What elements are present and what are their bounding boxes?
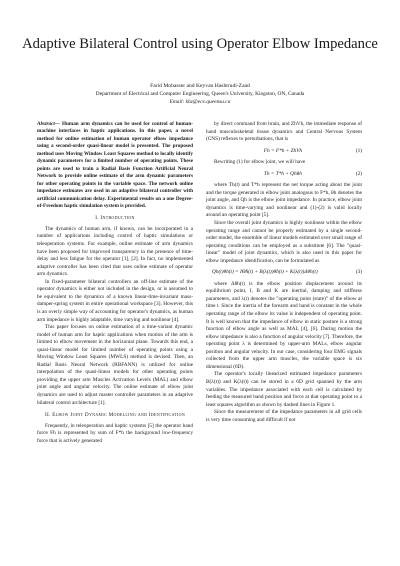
- section-heading-introduction: I. Introduction: [95, 215, 135, 222]
- right-column: [206, 121, 362, 424]
- equation-3: [206, 269, 362, 277]
- equation-2: [206, 171, 362, 179]
- body-paragraph: where Δθh(t) is the elbow position displacement around its equilibrium point, I, B and K are inertial, damping and stiffness parameters, and λ(t) denotes the "operating point (state)" of the elbow at time t. Since the inertia of the forearm and hand is constant in the whole operating range of the elbow its value is independent of operating point. It is well known that the impedance of elbow in static posture is a strong function of elbow angle as well as MAL [4], [6]. During motion the elbow impedance is also a function of angular velocity [7]. Therefore, the operating point λ is determined by upper-arm MALs, elbow angular position and angular velocity. In our case, considering four EMG signals collected from the upper arm muscles, the variable space is six dimensional (6D).: [206, 280, 362, 370]
- intro-paragraph: The dynamics of human arm, if known, can be incorporated in a number of applications including control of haptic simulations or teleoperation systems. For example, online estimate of arm dynamics have been proposed for improved transparency in the presence of time-delay and less fatigue for the operator [1], [2]. In fact, no implemented adaptive controller has been cited that uses online estimate of operator arm dynamics.: [37, 225, 193, 278]
- abstract: [37, 121, 193, 210]
- intro-paragraph: In fixed-parameter bilateral controllers an off-line estimate of the operator dynamics is either not included in the design, or is assumed to be equivalent to the dynamics of a known linear-time-invariant mass-damper-spring system in entire operational workspace [3]. However, this is an overly simple way of accounting for operator's dynamics, as human arm impedance is highly adaptable, time varying and nonlinear [4].: [37, 278, 193, 323]
- body-paragraph: by direct command from brain, and ZhVh, the immediate response of hand musculoskeletal tissue dynamics and Central Nervous System (CNS) reflexes to perturbations, that is: [206, 121, 362, 143]
- equation-expression: Th = T*h + Qhθh: [263, 170, 302, 177]
- equation-expression: Qh(t)θh(t) = IΘ̈h(t) + B(λ(t))θ̇h(t) + K(λ(t))Δθh(t): [212, 269, 318, 276]
- intro-paragraph: This paper focuses on online estimation of a time-variant dynamic model of human arm for haptic applications when motion of the arm is limited to elbow movement in the horizontal plane. Towards this end, a quasi-linear model for limited number of operating points using a Moving Window Least Squares (MWLS) method is devised. Then, an Radial Basis Neural Network (RBFANN) is utilized for online interpolation of the quasi-linear models for other operating points providing the upper arm Muscles Activation Levels (MAL) and elbow joint angle and angular velocity. The online estimate of elbow joint dynamics are used to adjust master controller parameters in an adaptive bilateral control architecture [1].: [37, 324, 193, 406]
- equation-number: (3): [355, 269, 362, 276]
- equation-number: (2): [355, 170, 362, 177]
- paper-affiliation: Department of Electrical and Computer Engineering, Queen's University, Kingston, ON, Canada: [95, 91, 305, 97]
- section2-paragraph: Frequently, in teleoperation and haptic systems [5] the operator hand force Fh is represented by sum of F*h the background low-frequency force that is actively generated: [37, 422, 193, 444]
- body-paragraph: The operator's locally linearized estimated impedance parameters B(λ(t)) and K(λ(t)) can be stored in a 6D grid spanned by the arm variables. The impedance associated with each cell is calculated by feeding the measured hand position and force at that operating point to a least squares algorithm as shown by dashed lines in Figure 1.: [206, 371, 362, 408]
- abstract-lead: Abstract: [37, 121, 55, 127]
- equation-number: (1): [355, 147, 362, 154]
- body-paragraph: Since the measurement of the impedance parameters in all grid cells is very time consuming and difficult if not: [206, 409, 362, 423]
- left-column: [37, 121, 193, 445]
- equation-1: [206, 148, 362, 156]
- section-heading-modelling: II. Elbow Joint Dynamic Modelling and Identification: [44, 412, 186, 419]
- body-paragraph: where Th(t) and T*h represent the net torque acting about the joint and the torque generated in elbow joint analogous to F*h, θh denotes the joint angle, and Qh is the elbow joint impedance. In practice, elbow joint dynamics is time-varying and nonlinear and (1)-(2) is valid locally around an operating point [5].: [206, 182, 362, 219]
- abstract-text: — Human arm dynamics can be used for control of human-machine interfaces in haptic applications. In this paper, a novel method for online estimation of human operator elbow impedance using a second-order quasi-linear model is presented. The proposed method uses Moving Window Least Squares method to locally identify dynamic parameters for a limited number of operating points. These points are used to train a Radial Basis Function Artificial Neural Network to provide online estimate of the arm dynamic parameters for other operating points in the variable space. The network online impedance estimates are used in an adaptive bilateral controller with artificial communication delay. Experimental results on a one Degree-of-Freedom haptic simulation system is provided.: [37, 121, 193, 209]
- paper-email: Email: khz@ece.queensu.ca: [169, 99, 231, 105]
- body-paragraph: Rewriting (1) for elbow joint, we will have: [214, 159, 306, 166]
- paper-title: Adaptive Bilateral Control using Operator Elbow Impedance: [22, 36, 378, 52]
- paper-authors: Farid Mobasser and Keyvan Hashtrudi-Zaad: [150, 83, 250, 89]
- body-paragraph: Since the overall joint dynamics is highly nonlinear within the elbow operating range and cannot be properly estimated by a single second-order model, the ensemble of linear models estimated over small range of operating conditions can be employed as a substitute [6]. The "quasi-linear" model of joint dynamics, which is also used in this paper for elbow impedance identification, can be formulated as: [206, 220, 362, 264]
- equation-expression: Fh = F*h + ZhVh: [263, 147, 303, 154]
